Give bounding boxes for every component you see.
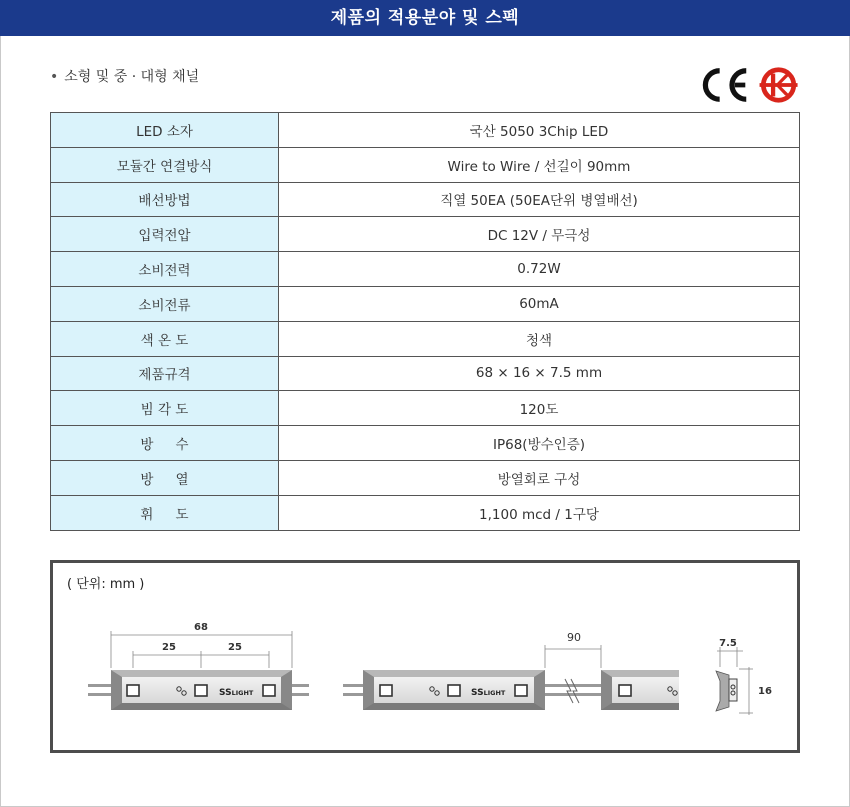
dimension-total: 68 [194,622,208,633]
spec-value: 국산 5050 3Chip LED [279,113,800,148]
table-row [51,460,800,495]
ce-mark-icon [705,71,746,100]
table-row [51,286,800,321]
table-row [51,182,800,217]
brand-label: SSLIGHT [219,688,254,698]
module-drawing [53,563,797,750]
spec-label: 소비전류 [51,286,279,321]
dimension-diagram [50,560,800,753]
dimension-depth: 7.5 [719,638,737,649]
table-row [51,495,800,530]
table-row [51,426,800,461]
spec-value: DC 12V / 무극성 [279,217,800,252]
table-row [51,113,800,148]
module-connected-view [343,631,679,710]
spec-label: 제품규격 [51,356,279,391]
page-title: 제품의 적용분야 및 스펙 [0,0,850,36]
module-side-view [716,638,772,715]
dimension-left: 25 [162,642,176,653]
spec-value: Wire to Wire / 선길이 90mm [279,147,800,182]
table-row [51,147,800,182]
unit-label: ( 단위: mm ) [67,577,145,592]
table-row [51,321,800,356]
spec-value: 1,100 mcd / 1구당 [279,495,800,530]
spec-table [50,112,800,531]
spec-label: 모듈간 연결방식 [51,147,279,182]
spec-label: 방 열 [51,460,279,495]
spec-label: 입력전압 [51,217,279,252]
spec-value: 68 × 16 × 7.5 mm [279,356,800,391]
table-row [51,356,800,391]
certification-marks [696,66,806,104]
dimension-right: 25 [228,642,242,653]
spec-value: 60mA [279,286,800,321]
spec-value: IP68(방수인증) [279,426,800,461]
table-row [51,217,800,252]
spec-value: 방열회로 구성 [279,460,800,495]
bullet-icon: • [50,69,59,85]
spec-label: 휘 도 [51,495,279,530]
spec-value: 청색 [279,321,800,356]
spec-label: 소비전력 [51,252,279,287]
spec-label: 배선방법 [51,182,279,217]
spec-value: 직열 50EA (50EA단위 병열배선) [279,182,800,217]
spec-label: 방 수 [51,426,279,461]
kc-mark-icon [760,70,798,100]
table-row [51,391,800,426]
spec-label: LED 소자 [51,113,279,148]
table-row [51,252,800,287]
spec-label: 빔 각 도 [51,391,279,426]
application-subtitle [50,66,199,86]
dimension-height: 16 [758,686,772,697]
spec-value: 0.72W [279,252,800,287]
spec-label: 색 온 도 [51,321,279,356]
brand-label: SSLIGHT [471,688,506,698]
module-front-view [88,622,309,710]
subtitle-text: 소형 및 중 · 대형 채널 [64,69,200,85]
dimension-wire: 90 [567,631,581,644]
spec-value: 120도 [279,391,800,426]
